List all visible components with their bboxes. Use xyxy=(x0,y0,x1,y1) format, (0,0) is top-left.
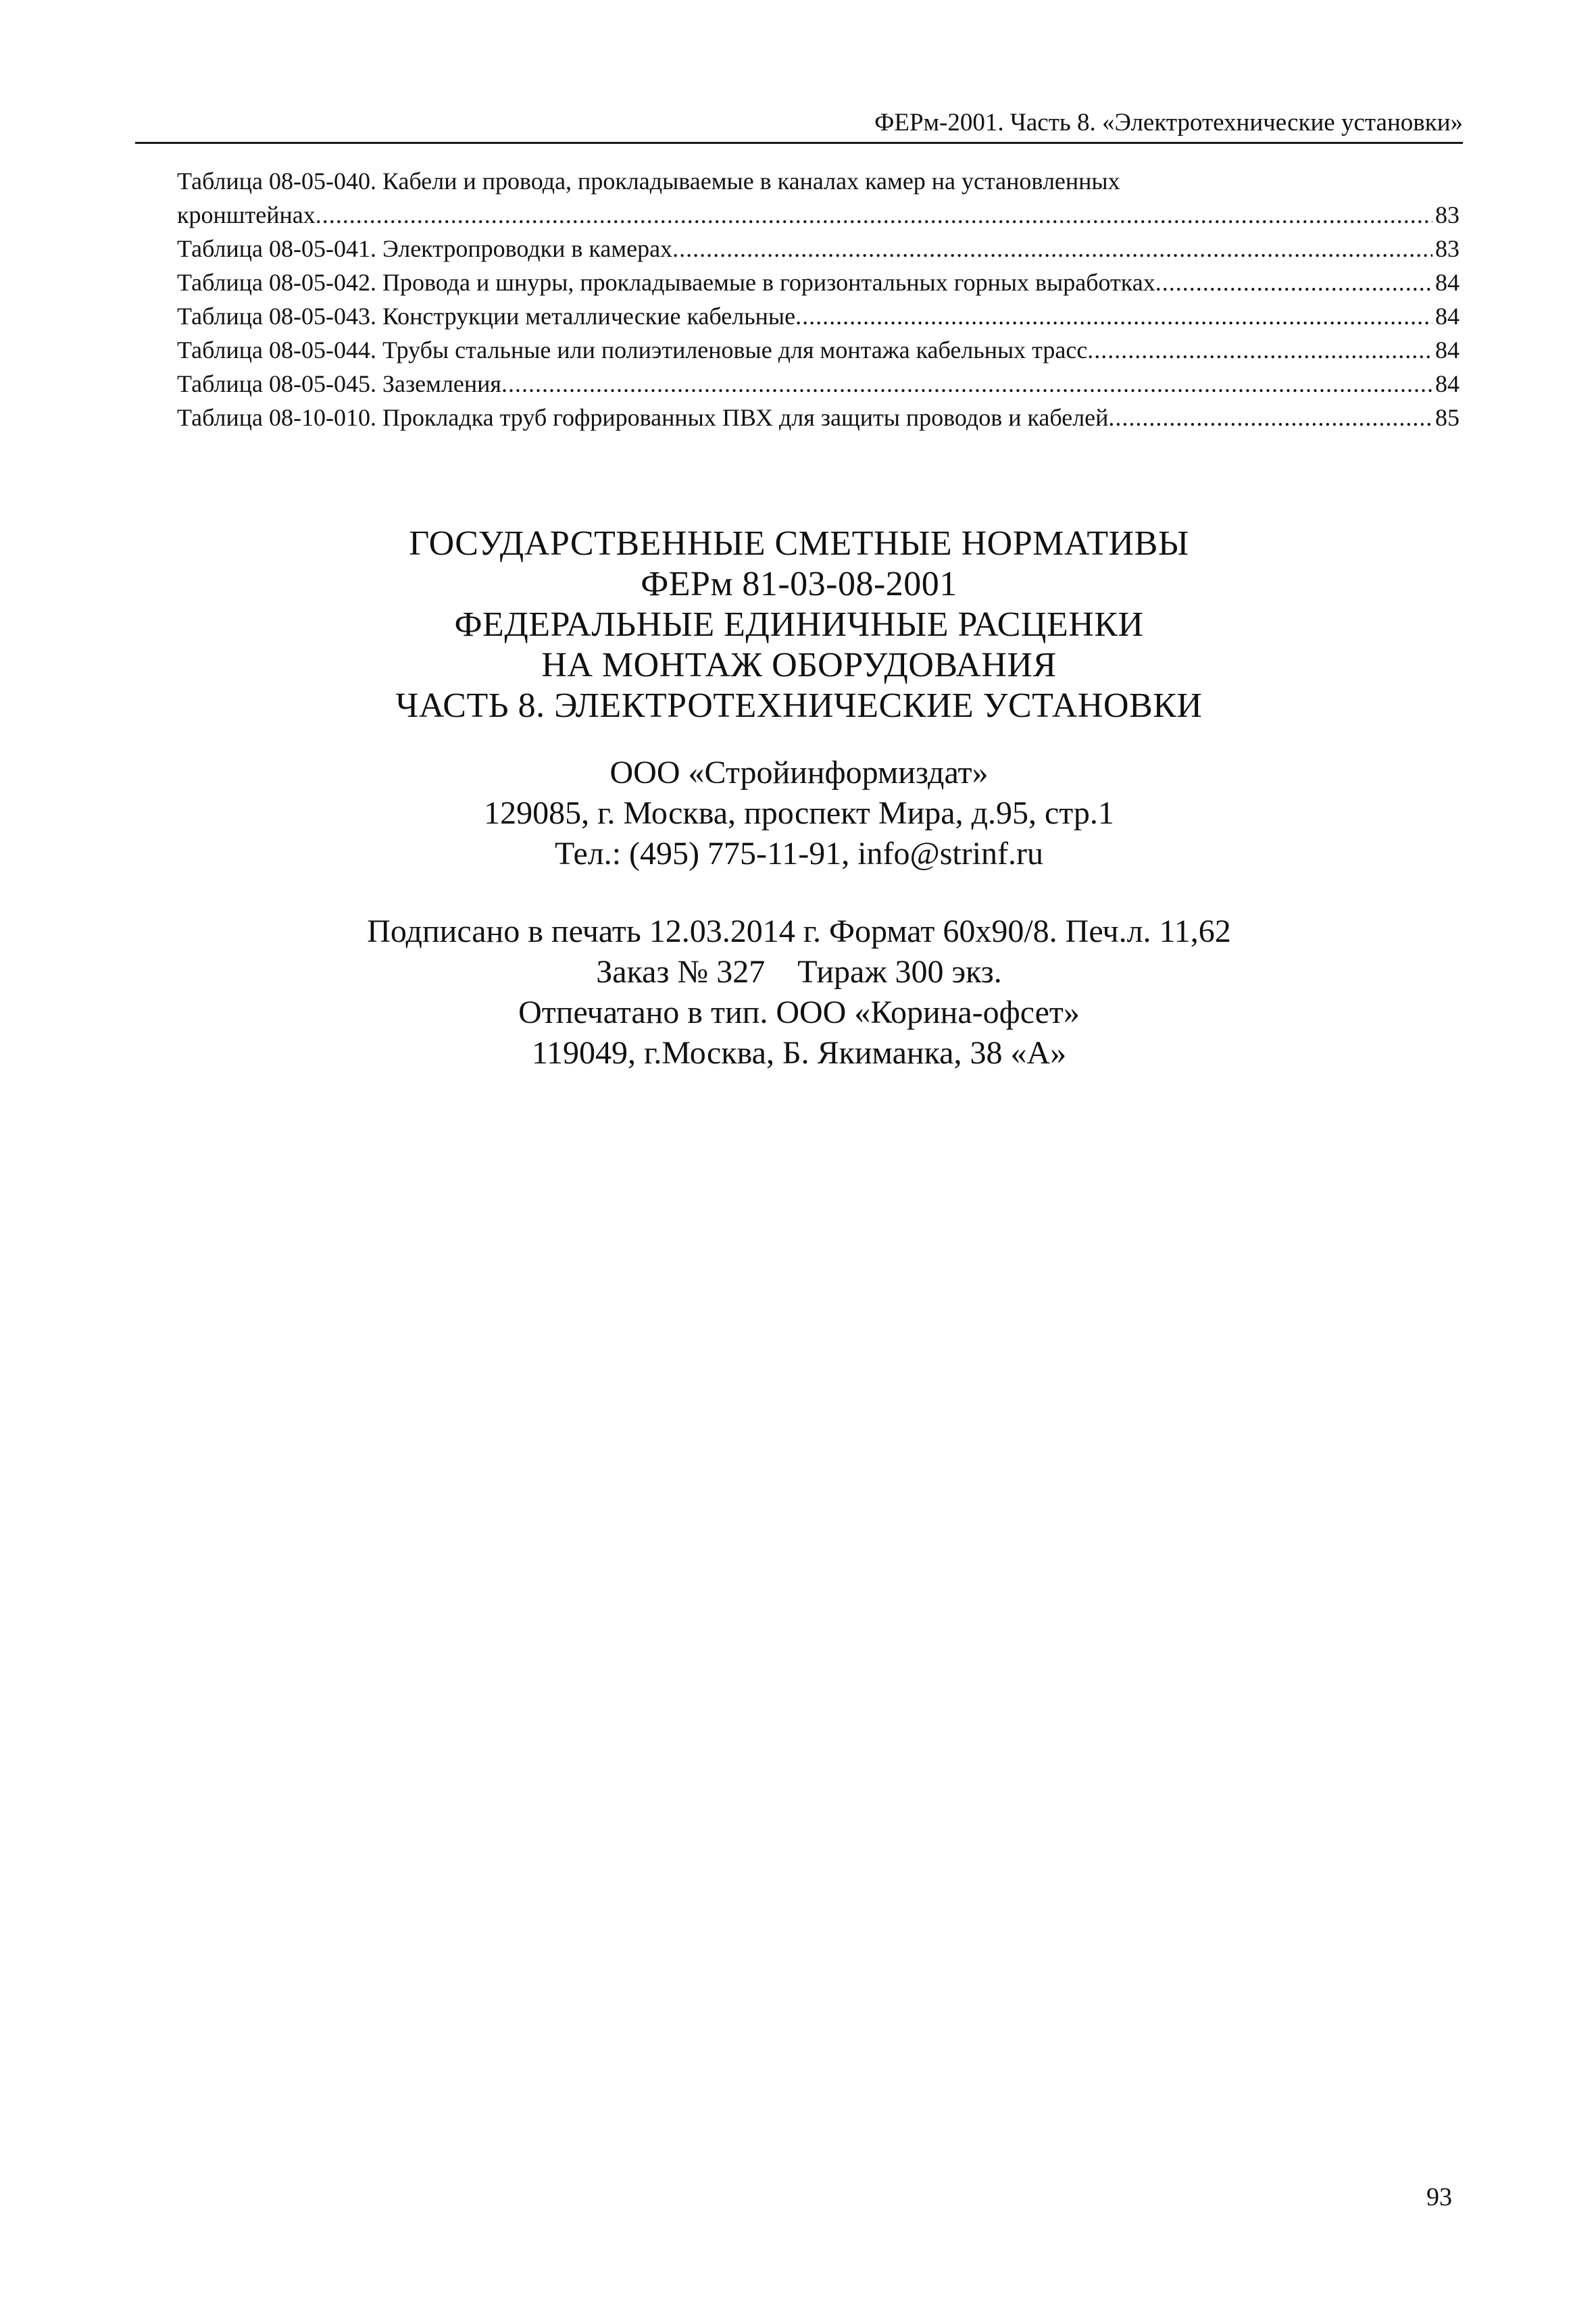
document-title-block xyxy=(135,524,1463,726)
toc-leader-dots xyxy=(1087,333,1432,367)
toc-entry xyxy=(177,232,1460,266)
publisher-address: 129085, г. Москва, проспект Мира, д.95, стр.1 xyxy=(484,795,1114,831)
toc-leader-dots xyxy=(1155,266,1432,299)
imprint-printer-address: 119049, г.Москва, Б. Якиманка, 38 «А» xyxy=(531,1035,1067,1071)
toc-leader-dots xyxy=(1108,401,1432,434)
toc-entry-text: кронштейнах xyxy=(177,201,316,228)
toc-entry-page: 84 xyxy=(1435,303,1460,330)
publisher-name: ООО «Стройинформиздат» xyxy=(609,755,989,790)
title-line: ФЕДЕРАЛЬНЫЕ ЕДИНИЧНЫЕ РАСЦЕНКИ xyxy=(454,605,1144,644)
imprint-printer: Отпечатано в тип. ООО «Корина-офсет» xyxy=(518,995,1080,1030)
toc-entry-text: Таблица 08-10-010. Прокладка труб гофрированных ПВХ для защиты проводов и кабелей xyxy=(177,404,1109,431)
title-line: ФЕРм 81-03-08-2001 xyxy=(641,565,957,603)
toc-entry-page: 84 xyxy=(1435,336,1460,363)
toc-entry-page: 83 xyxy=(1435,201,1460,228)
toc-entry-page: 84 xyxy=(1435,269,1460,296)
imprint-signed: Подписано в печать 12.03.2014 г. Формат 60x90/8. Печ.л. 11,62 xyxy=(367,913,1231,949)
toc-entry xyxy=(177,198,1460,232)
toc-entry-text: Таблица 08-05-042. Провода и шнуры, прокладываемые в горизонтальных горных выработках xyxy=(177,269,1155,296)
toc-entry xyxy=(177,367,1460,401)
toc-entry xyxy=(177,401,1460,434)
running-header xyxy=(135,108,1463,144)
toc-entry-page: 83 xyxy=(1435,235,1460,262)
toc-entry xyxy=(177,299,1460,333)
publisher-contacts: Тел.: (495) 775-11-91, info@strinf.ru xyxy=(554,836,1044,872)
title-line: НА МОНТАЖ ОБОРУДОВАНИЯ xyxy=(541,646,1057,684)
imprint-block xyxy=(135,911,1463,1074)
toc-entry-first-line: Таблица 08-05-040. Кабели и провода, прокладываемые в каналах камер на установленных xyxy=(177,168,1120,195)
toc-entry xyxy=(177,266,1460,299)
toc-leader-dots xyxy=(795,299,1432,333)
running-title: ФЕРм-2001. Часть 8. «Электротехнические установки» xyxy=(874,109,1463,136)
publisher-block xyxy=(135,753,1463,874)
title-line: ГОСУДАРСТВЕННЫЕ СМЕТНЫЕ НОРМАТИВЫ xyxy=(409,524,1189,563)
toc-leader-dots xyxy=(501,367,1432,401)
page-number: 93 xyxy=(1426,2183,1452,2211)
toc-entry-page: 85 xyxy=(1435,404,1460,431)
toc-entry-text: Таблица 08-05-041. Электропроводки в камерах xyxy=(177,235,673,262)
table-of-contents xyxy=(177,164,1460,434)
toc-entry-text: Таблица 08-05-044. Трубы стальные или полиэтиленовые для монтажа кабельных трасс xyxy=(177,336,1088,363)
toc-leader-dots xyxy=(316,198,1432,232)
title-line: ЧАСТЬ 8. ЭЛЕКТРОТЕХНИЧЕСКИЕ УСТАНОВКИ xyxy=(395,686,1203,725)
toc-leader-dots xyxy=(672,232,1432,266)
toc-entry-text: Таблица 08-05-045. Заземления xyxy=(177,370,501,397)
imprint-order: Заказ № 327 Тираж 300 экз. xyxy=(596,954,1002,990)
toc-entry-page: 84 xyxy=(1435,370,1460,397)
toc-entry xyxy=(177,333,1460,367)
toc-entry-text: Таблица 08-05-043. Конструкции металлические кабельные xyxy=(177,303,796,330)
